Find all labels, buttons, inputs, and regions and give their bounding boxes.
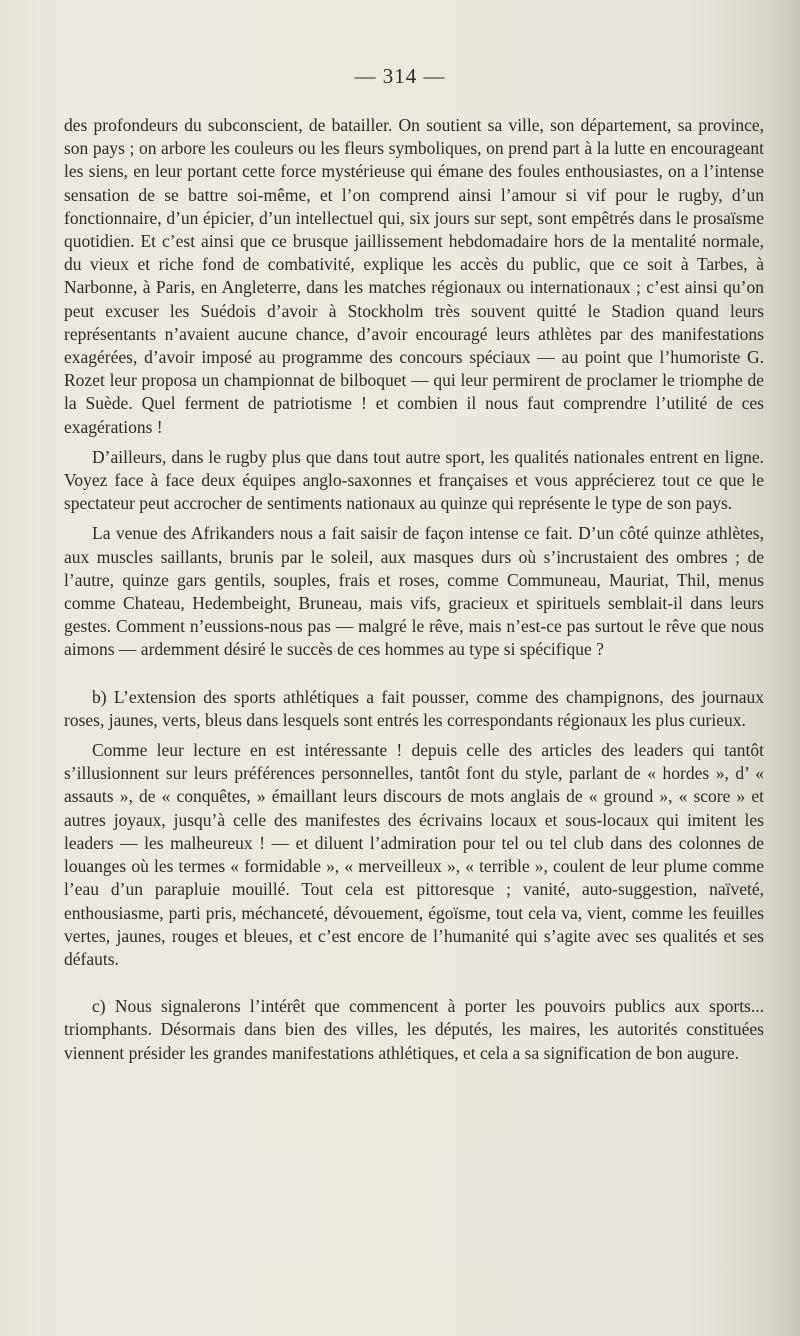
paragraph-1: des profondeurs du subconscient, de batailler. On soutient sa ville, son département, sa province, son pays ; on arbore les couleurs ou les fleurs symboliques, on prend part à la lutte en encourageant les siens, en leur portant cette force mystérieuse qui émane des foules enthousiastes, on a l’intense sensation de se battre soi-même, et l’on comprend ainsi l’amour si vif pour le rugby, d’un fonctionnaire, d’un épicier, d’un intellectuel qui, six jours sur sept, sont empêtrés dans le prosaïsme quotidien. Et c’est ainsi que ce brusque jaillissement hebdomadaire hors de la mentalité normale, du vieux et riche fond de combativité, explique les accès du public, que ce soit à Tarbes, à Narbonne, à Paris, en Angleterre, dans les matches régionaux ou internationaux ; c’est ainsi qu’on peut excuser les Suédois d’avoir à Stockholm très souvent quitté le Stadion quand leurs représentants n’avaient aucune chance, d’avoir encouragé leurs athlètes par des manifestations exagérées, d’avoir imposé au programme des concours spéciaux — au point que l’humoriste G. Rozet leur proposa un championnat de bilboquet — qui leur permirent de proclamer le triomphe de la Suède. Quel ferment de patriotisme ! et combien il nous faut comprendre l’utilité de ces exagérations ! (64, 115, 764, 437)
paragraph-6: c) Nous signalerons l’intérêt que commencent à porter les pouvoirs publics aux sports... triomphants. Désormais dans bien des villes, les députés, les maires, les autorités constituées viennent présider les grandes manifestations athlétiques, et cela a sa signification de bon augure. (64, 996, 764, 1063)
paragraph-2: D’ailleurs, dans le rugby plus que dans tout autre sport, les qualités nationales entrent en ligne. Voyez face à face deux équipes anglo-saxonnes et françaises et vous apprécierez tout ce que le spectateur peut accrocher de sentiments nationaux au quinze qui représente le type de son pays. (64, 446, 764, 514)
paragraph-5: Comme leur lecture en est intéressante ! depuis celle des articles des leaders qui tantôt s’illusionnent sur leurs préférences personnelles, tantôt font du style, parlant de « hordes », d’ « assauts », de « conquêtes, » émaillant leurs discours de mots anglais de « ground », « score » et autres joyaux, jusqu’à celle des manifestes des écrivains locaux et sous-locaux qui imitent les leaders — les malheureux ! — et diluent l’admiration pour tel ou tel club dans des colonnes de louanges où les termes « formidable », « merveilleux », « terrible », coulent de leur plume comme l’eau d’un parapluie mouillé. Tout cela est pittoresque ; vanité, auto-suggestion, naïveté, enthousiasme, parti pris, méchanceté, dévouement, égoïsme, tout cela va, vient, comme les feuilles vertes, jaunes, rouges et bleues, et c’est encore de l’humanité qui s’agite avec ses qualités et ses défauts. (64, 740, 764, 969)
paragraph-4: b) L’extension des sports athlétiques a fait pousser, comme des champignons, des journaux roses, jaunes, verts, bleus dans lesquels sont entrés les correspondants régionaux les plus curieux. (64, 686, 764, 730)
page-number: — 314 — (354, 64, 446, 88)
body-text (64, 114, 764, 1065)
paragraph-3: La venue des Afrikanders nous a fait saisir de façon intense ce fait. D’un côté quinze athlètes, aux muscles saillants, brunis par le soleil, aux masques durs où s’incrustaient des ombres ; de l’autre, quinze gars gentils, souples, frais et roses, comme Communeau, Mauriat, Thil, menus comme Chateau, Hedembeight, Bruneau, mais vifs, gracieux et spirituels semblait-il dans leurs gestes. Comment n’eussions-nous pas — malgré le rêve, mais n’est-ce pas surtout le rêve que nous aimons — ardemment désiré le succès de ces hommes au type si spécifique ? (64, 523, 764, 660)
